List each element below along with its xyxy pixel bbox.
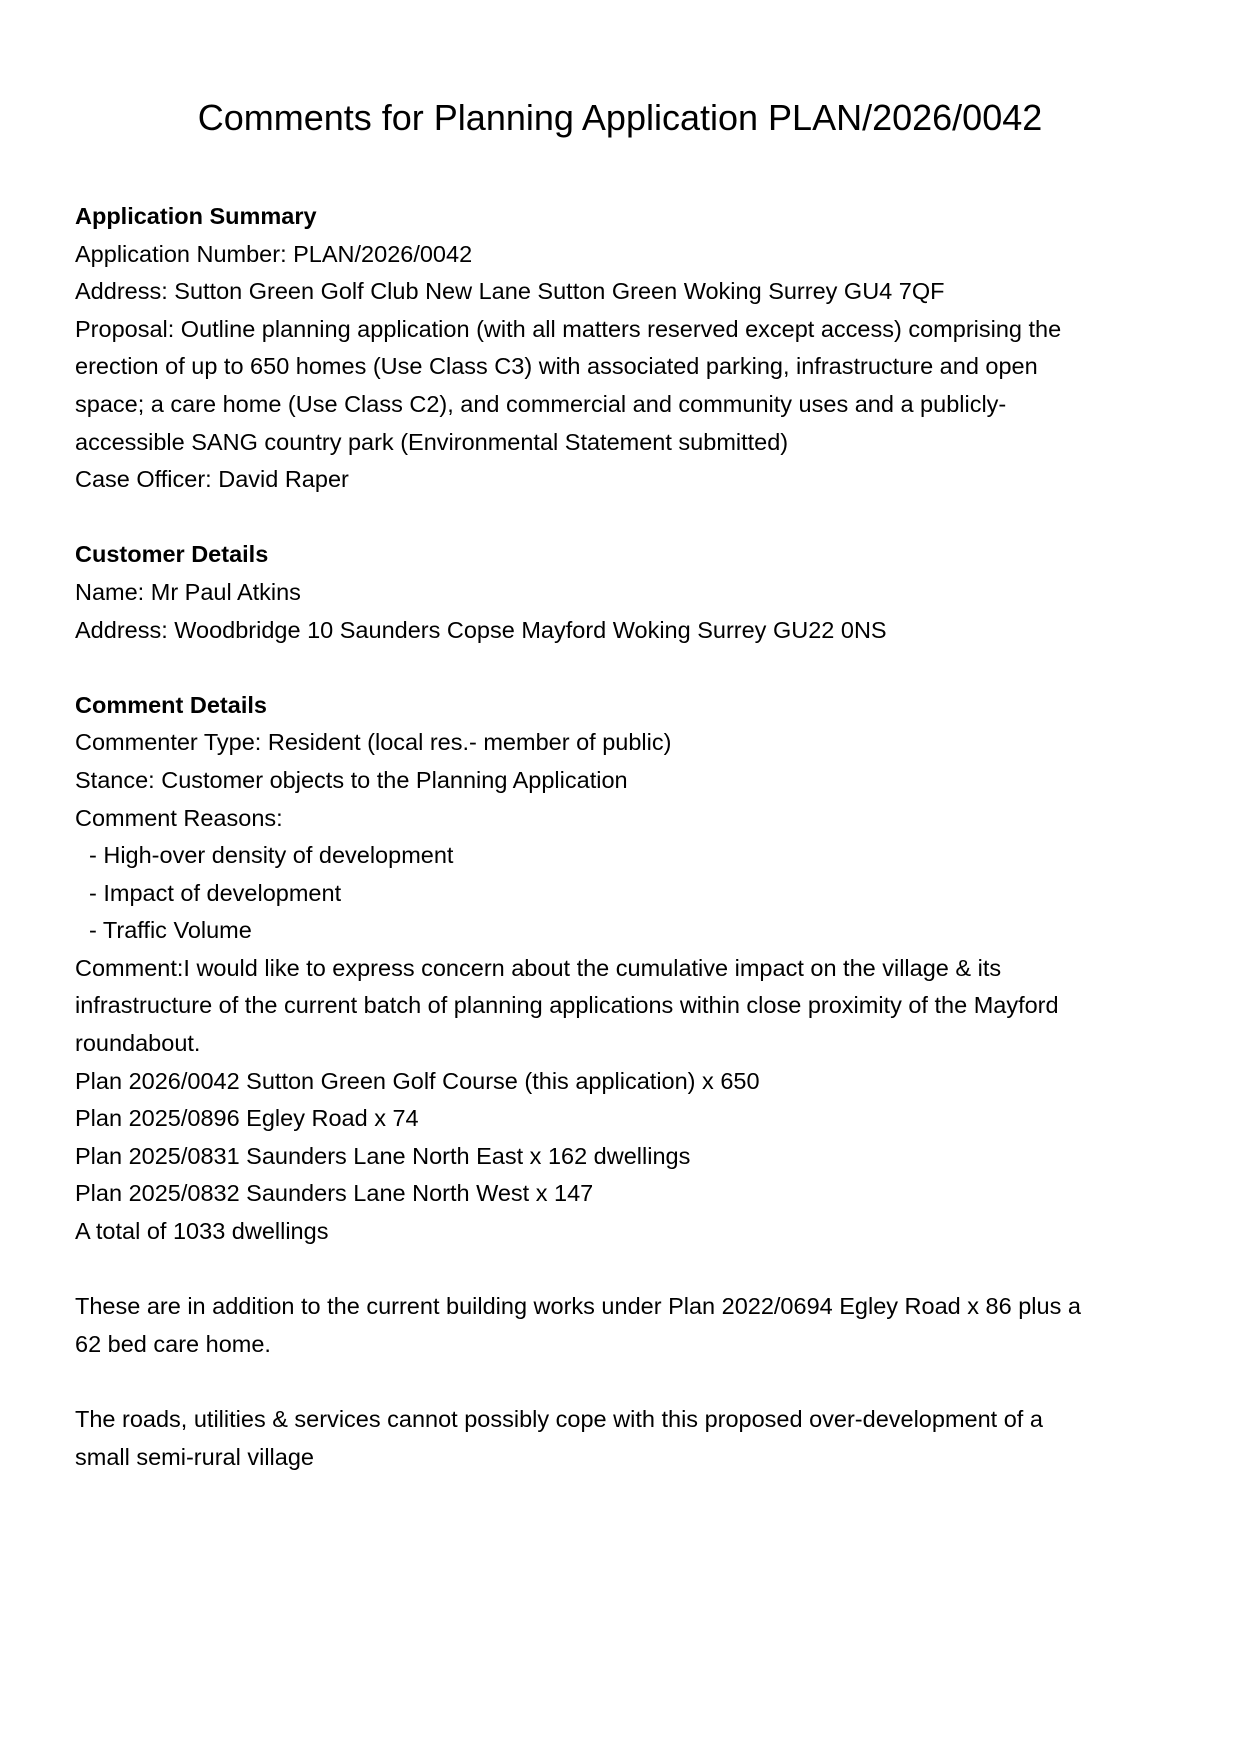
comment-text-line: roundabout. — [75, 1030, 201, 1057]
customer-address: Address: Woodbridge 10 Saunders Copse Mayford Woking Surrey GU22 0NS — [75, 616, 887, 643]
comment-reason-item: - Impact of development — [89, 879, 342, 906]
document-body — [75, 198, 1175, 1476]
proposal-line: accessible SANG country park (Environmental Statement submitted) — [75, 428, 789, 455]
paragraph-spacer — [75, 1251, 1175, 1289]
section-spacer — [75, 649, 1175, 687]
customer-name: Name: Mr Paul Atkins — [75, 578, 301, 605]
comment-paragraph-line: These are in addition to the current building works under Plan 2022/0694 Egley Road x 86 plus a — [75, 1293, 1081, 1320]
customer-details-section — [75, 536, 1175, 649]
comment-text-line: infrastructure of the current batch of planning applications within close proximity of the Mayford — [75, 992, 1059, 1019]
comment-text-line: Plan 2025/0896 Egley Road x 74 — [75, 1105, 419, 1132]
section-spacer — [75, 499, 1175, 537]
proposal-line: Proposal: Outline planning application (with all matters reserved except access) comprising the — [75, 315, 1062, 342]
case-officer: Case Officer: David Raper — [75, 466, 349, 493]
proposal-line: erection of up to 650 homes (Use Class C3) with associated parking, infrastructure and open — [75, 353, 1038, 380]
proposal-line: space; a care home (Use Class C2), and commercial and community uses and a publicly- — [75, 390, 1007, 417]
stance: Stance: Customer objects to the Planning Application — [75, 766, 628, 793]
comment-text-line: A total of 1033 dwellings — [75, 1218, 329, 1245]
comment-paragraph-line: The roads, utilities & services cannot possibly cope with this proposed over-development of a — [75, 1406, 1043, 1432]
comment-paragraph-line: small semi-rural village — [75, 1443, 314, 1470]
application-summary-heading: Application Summary — [75, 203, 317, 229]
application-summary-section — [75, 198, 1175, 499]
comment-reason-item: - High-over density of development — [89, 842, 454, 869]
comment-reasons-label: Comment Reasons: — [75, 804, 283, 831]
page-title: Comments for Planning Application PLAN/2026/0042 — [197, 97, 1043, 138]
application-address: Address: Sutton Green Golf Club New Lane Sutton Green Woking Surrey GU4 7QF — [75, 278, 945, 305]
comment-text-line: Plan 2025/0831 Saunders Lane North East x 162 dwellings — [75, 1142, 691, 1169]
comment-details-section — [75, 687, 1175, 1476]
commenter-type: Commenter Type: Resident (local res.- member of public) — [75, 729, 672, 756]
comment-text-line: Plan 2025/0832 Saunders Lane North West x 147 — [75, 1180, 594, 1207]
comment-details-heading: Comment Details — [75, 691, 267, 718]
customer-details-heading: Customer Details — [75, 541, 269, 568]
paragraph-spacer — [75, 1363, 1175, 1401]
comment-text-line: Plan 2026/0042 Sutton Green Golf Course (this application) x 650 — [75, 1067, 760, 1094]
comment-paragraph-line: 62 bed care home. — [75, 1330, 271, 1357]
comment-text-line: Comment:I would like to express concern about the cumulative impact on the village & its — [75, 954, 1002, 981]
comment-reason-item: - Traffic Volume — [89, 917, 252, 944]
application-number: Application Number: PLAN/2026/0042 — [75, 240, 473, 267]
